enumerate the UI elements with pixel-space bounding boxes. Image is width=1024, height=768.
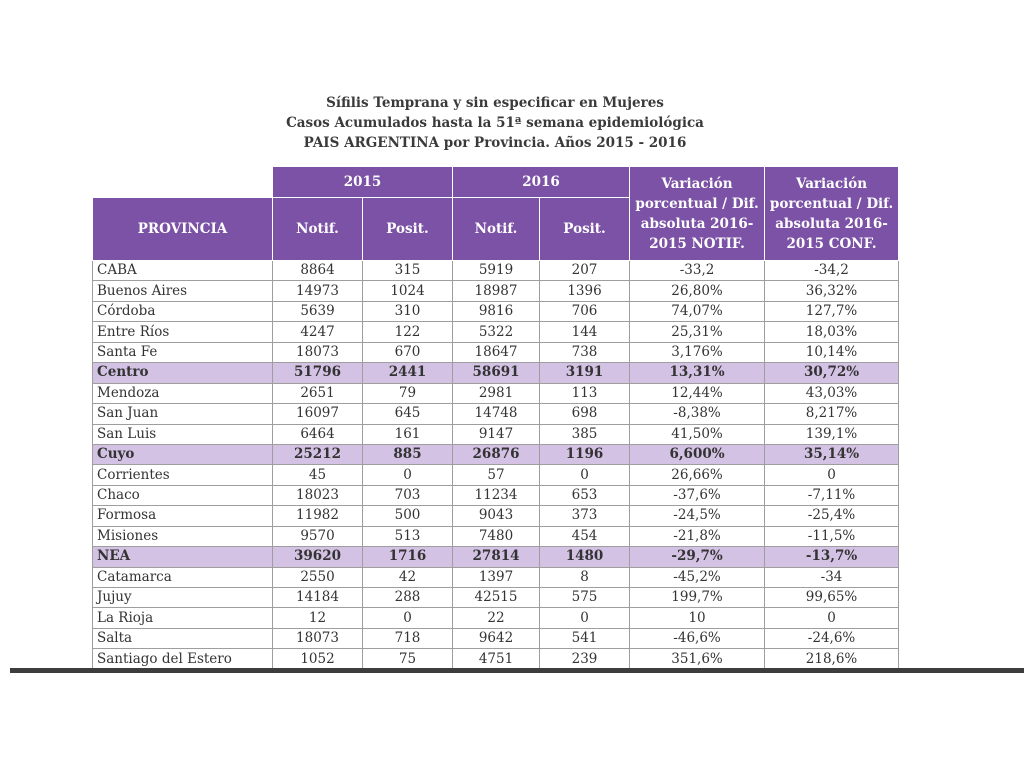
variation-notif-cell: -8,38% [630, 404, 765, 424]
posit-2015-cell: 75 [363, 649, 453, 669]
posit-2015-cell: 1024 [363, 281, 453, 301]
table-row [93, 588, 899, 608]
posit-2015-cell: 122 [363, 322, 453, 342]
table-row [93, 608, 899, 628]
notif-2016-cell: 9043 [453, 506, 540, 526]
notif-2016-cell: 14748 [453, 404, 540, 424]
posit-2015-cell: 161 [363, 424, 453, 444]
table-row [93, 383, 899, 403]
variation-notif-cell: 74,07% [630, 301, 765, 321]
notif-2015-cell: 5639 [273, 301, 363, 321]
variation-notif-cell: 3,176% [630, 342, 765, 362]
header-variation-conf: Variación porcentual / Dif. absoluta 2016-2015 CONF. [765, 167, 899, 261]
notif-2015-cell: 39620 [273, 547, 363, 567]
province-cell: CABA [93, 261, 273, 281]
posit-2016-cell: 575 [540, 588, 630, 608]
variation-notif-cell: -33,2 [630, 261, 765, 281]
variation-conf-cell: 218,6% [765, 649, 899, 669]
province-cell: Entre Ríos [93, 322, 273, 342]
notif-2016-cell: 18987 [453, 281, 540, 301]
province-cell: Formosa [93, 506, 273, 526]
province-cell: Catamarca [93, 567, 273, 587]
notif-2015-cell: 51796 [273, 363, 363, 383]
header-year-2016: 2016 [453, 167, 630, 198]
posit-2016-cell: 373 [540, 506, 630, 526]
notif-2015-cell: 16097 [273, 404, 363, 424]
table-body [93, 261, 899, 670]
notif-2015-cell: 45 [273, 465, 363, 485]
header-year-2015: 2015 [273, 167, 453, 198]
notif-2016-cell: 58691 [453, 363, 540, 383]
posit-2016-cell: 1480 [540, 547, 630, 567]
variation-conf-cell: 35,14% [765, 444, 899, 464]
title-line-1: Sífilis Temprana y sin especificar en Mujeres [326, 95, 664, 111]
notif-2016-cell: 2981 [453, 383, 540, 403]
notif-2015-cell: 1052 [273, 649, 363, 669]
table-row [93, 567, 899, 587]
variation-conf-cell: 99,65% [765, 588, 899, 608]
table-row [93, 342, 899, 362]
notif-2015-cell: 18023 [273, 485, 363, 505]
variation-conf-cell: 36,32% [765, 281, 899, 301]
notif-2015-cell: 25212 [273, 444, 363, 464]
variation-notif-cell: -21,8% [630, 526, 765, 546]
posit-2016-cell: 1396 [540, 281, 630, 301]
province-cell: Jujuy [93, 588, 273, 608]
notif-2015-cell: 2651 [273, 383, 363, 403]
notif-2016-cell: 1397 [453, 567, 540, 587]
region-total-row [93, 363, 899, 383]
variation-notif-cell: 13,31% [630, 363, 765, 383]
title-line-3: PAIS ARGENTINA por Provincia. Años 2015 - 2016 [303, 135, 687, 151]
posit-2016-cell: 706 [540, 301, 630, 321]
posit-2015-cell: 79 [363, 383, 453, 403]
title-line-2: Casos Acumulados hasta la 51ª semana epidemiológica [286, 115, 704, 131]
posit-2016-cell: 454 [540, 526, 630, 546]
posit-2015-cell: 645 [363, 404, 453, 424]
notif-2016-cell: 9816 [453, 301, 540, 321]
notif-2016-cell: 9147 [453, 424, 540, 444]
variation-conf-cell: -11,5% [765, 526, 899, 546]
variation-conf-cell: -25,4% [765, 506, 899, 526]
variation-conf-cell: 43,03% [765, 383, 899, 403]
province-cell: La Rioja [93, 608, 273, 628]
header-notif-2016: Notif. [453, 198, 540, 261]
posit-2016-cell: 0 [540, 608, 630, 628]
notif-2016-cell: 4751 [453, 649, 540, 669]
province-cell: Córdoba [93, 301, 273, 321]
notif-2016-cell: 11234 [453, 485, 540, 505]
notif-2016-cell: 26876 [453, 444, 540, 464]
variation-notif-cell: -46,6% [630, 628, 765, 648]
variation-conf-cell: 10,14% [765, 342, 899, 362]
table-row [93, 261, 899, 281]
variation-notif-cell: 26,66% [630, 465, 765, 485]
variation-notif-cell: 25,31% [630, 322, 765, 342]
posit-2015-cell: 2441 [363, 363, 453, 383]
variation-conf-cell: -13,7% [765, 547, 899, 567]
posit-2016-cell: 8 [540, 567, 630, 587]
variation-notif-cell: 199,7% [630, 588, 765, 608]
table-row [93, 649, 899, 669]
notif-2015-cell: 9570 [273, 526, 363, 546]
header-blank [93, 167, 273, 198]
table-row [93, 404, 899, 424]
notif-2016-cell: 27814 [453, 547, 540, 567]
header-posit-2015: Posit. [363, 198, 453, 261]
notif-2015-cell: 14973 [273, 281, 363, 301]
variation-notif-cell: -45,2% [630, 567, 765, 587]
variation-conf-cell: 8,217% [765, 404, 899, 424]
province-cell: Salta [93, 628, 273, 648]
variation-notif-cell: -29,7% [630, 547, 765, 567]
variation-notif-cell: 41,50% [630, 424, 765, 444]
notif-2015-cell: 4247 [273, 322, 363, 342]
posit-2015-cell: 670 [363, 342, 453, 362]
posit-2015-cell: 288 [363, 588, 453, 608]
variation-conf-cell: 0 [765, 608, 899, 628]
variation-conf-cell: 127,7% [765, 301, 899, 321]
notif-2015-cell: 11982 [273, 506, 363, 526]
variation-notif-cell: 12,44% [630, 383, 765, 403]
notif-2015-cell: 8864 [273, 261, 363, 281]
notif-2015-cell: 18073 [273, 628, 363, 648]
variation-conf-cell: 18,03% [765, 322, 899, 342]
posit-2016-cell: 738 [540, 342, 630, 362]
notif-2015-cell: 18073 [273, 342, 363, 362]
province-cell: Mendoza [93, 383, 273, 403]
variation-notif-cell: 26,80% [630, 281, 765, 301]
notif-2015-cell: 12 [273, 608, 363, 628]
posit-2015-cell: 500 [363, 506, 453, 526]
variation-conf-cell: 139,1% [765, 424, 899, 444]
province-cell: Cuyo [93, 444, 273, 464]
variation-conf-cell: -34 [765, 567, 899, 587]
notif-2016-cell: 57 [453, 465, 540, 485]
region-total-row [93, 444, 899, 464]
table-row [93, 526, 899, 546]
header-notif-2015: Notif. [273, 198, 363, 261]
variation-conf-cell: 30,72% [765, 363, 899, 383]
notif-2016-cell: 22 [453, 608, 540, 628]
table-row [93, 485, 899, 505]
table-title [270, 93, 720, 153]
notif-2016-cell: 9642 [453, 628, 540, 648]
province-cell: NEA [93, 547, 273, 567]
table-row [93, 465, 899, 485]
posit-2016-cell: 113 [540, 383, 630, 403]
variation-conf-cell: 0 [765, 465, 899, 485]
province-cell: Corrientes [93, 465, 273, 485]
table-row [93, 301, 899, 321]
posit-2016-cell: 3191 [540, 363, 630, 383]
posit-2016-cell: 698 [540, 404, 630, 424]
data-table [92, 166, 899, 670]
posit-2016-cell: 239 [540, 649, 630, 669]
table-row [93, 628, 899, 648]
header-provincia: PROVINCIA [93, 198, 273, 261]
province-cell: Santiago del Estero [93, 649, 273, 669]
notif-2015-cell: 6464 [273, 424, 363, 444]
notif-2015-cell: 14184 [273, 588, 363, 608]
notif-2016-cell: 7480 [453, 526, 540, 546]
province-cell: Misiones [93, 526, 273, 546]
province-cell: Centro [93, 363, 273, 383]
header-posit-2016: Posit. [540, 198, 630, 261]
notif-2016-cell: 18647 [453, 342, 540, 362]
variation-notif-cell: -24,5% [630, 506, 765, 526]
posit-2016-cell: 385 [540, 424, 630, 444]
variation-conf-cell: -34,2 [765, 261, 899, 281]
posit-2016-cell: 653 [540, 485, 630, 505]
province-cell: Chaco [93, 485, 273, 505]
variation-notif-cell: 351,6% [630, 649, 765, 669]
posit-2016-cell: 541 [540, 628, 630, 648]
notif-2015-cell: 2550 [273, 567, 363, 587]
posit-2015-cell: 885 [363, 444, 453, 464]
notif-2016-cell: 42515 [453, 588, 540, 608]
posit-2015-cell: 315 [363, 261, 453, 281]
variation-notif-cell: 10 [630, 608, 765, 628]
notif-2016-cell: 5919 [453, 261, 540, 281]
posit-2015-cell: 310 [363, 301, 453, 321]
table-row [93, 322, 899, 342]
province-cell: San Juan [93, 404, 273, 424]
posit-2015-cell: 513 [363, 526, 453, 546]
posit-2015-cell: 0 [363, 465, 453, 485]
variation-notif-cell: 6,600% [630, 444, 765, 464]
posit-2015-cell: 703 [363, 485, 453, 505]
table-row [93, 506, 899, 526]
posit-2016-cell: 207 [540, 261, 630, 281]
posit-2016-cell: 144 [540, 322, 630, 342]
province-cell: Santa Fe [93, 342, 273, 362]
posit-2015-cell: 1716 [363, 547, 453, 567]
variation-conf-cell: -7,11% [765, 485, 899, 505]
posit-2015-cell: 0 [363, 608, 453, 628]
region-total-row [93, 547, 899, 567]
posit-2015-cell: 42 [363, 567, 453, 587]
posit-2016-cell: 0 [540, 465, 630, 485]
posit-2015-cell: 718 [363, 628, 453, 648]
divider-line [10, 668, 1024, 673]
header-variation-notif: Variación porcentual / Dif. absoluta 2016-2015 NOTIF. [630, 167, 765, 261]
notif-2016-cell: 5322 [453, 322, 540, 342]
table-row [93, 281, 899, 301]
province-cell: Buenos Aires [93, 281, 273, 301]
table-header [93, 167, 899, 261]
variation-conf-cell: -24,6% [765, 628, 899, 648]
table-row [93, 424, 899, 444]
province-cell: San Luis [93, 424, 273, 444]
posit-2016-cell: 1196 [540, 444, 630, 464]
variation-notif-cell: -37,6% [630, 485, 765, 505]
